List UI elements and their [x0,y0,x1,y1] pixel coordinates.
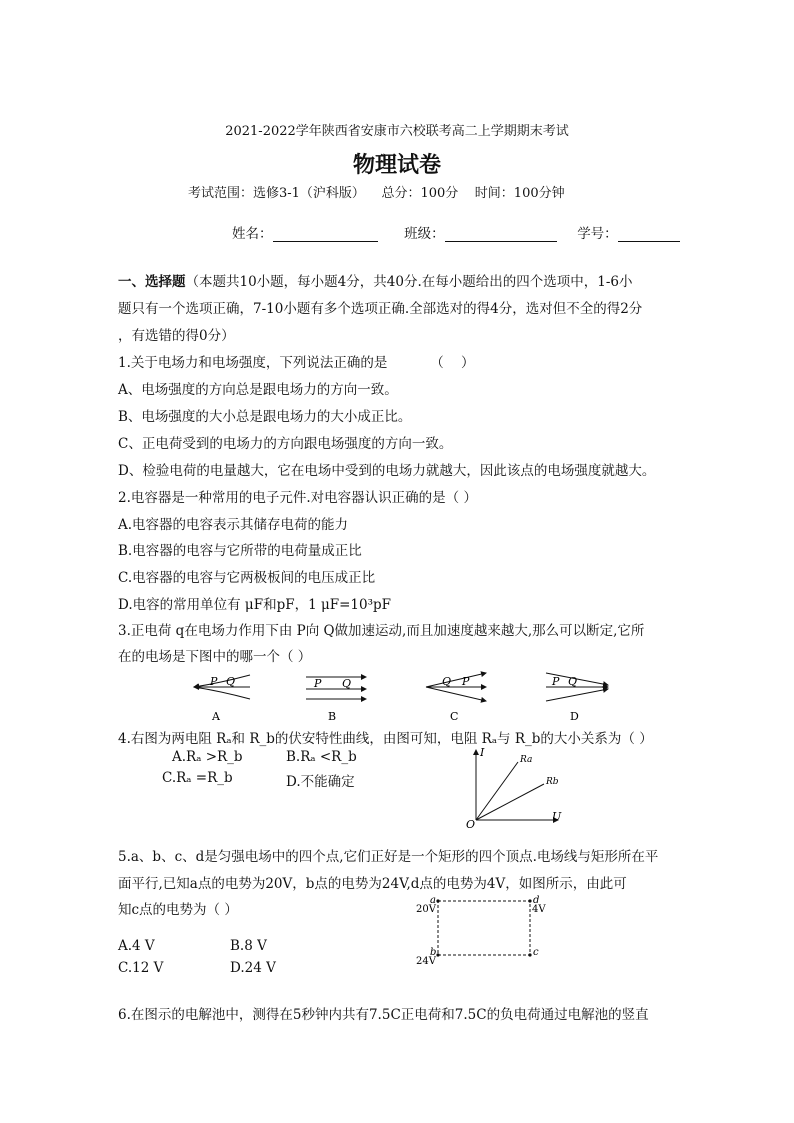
section-instructions-3: ，有选错的得0分） [118,328,235,344]
figure-d [546,673,608,723]
origin-label: O [466,818,476,830]
point-b-voltage: 24V [416,956,436,965]
q6-stem-1: 6.在图示的电解池中，测得在5秒钟内共有7.5C正电荷和7.5C的负电荷通过电解池的竖直 [118,1007,649,1023]
ra-label: Ra [520,755,533,765]
q5-option-a: A.4 V [118,938,155,954]
i-axis-label: I [480,746,485,759]
class-label: 班级： [404,226,445,242]
rb-label: Rb [546,777,559,787]
q1-option-c: C、正电荷受到的电场力的方向跟电场强度的方向一致。 [118,436,453,452]
name-label: 姓名： [232,226,273,242]
q5-stem-3: 知c点的电势为（ ） [118,902,238,918]
id-field[interactable] [618,227,680,242]
fig-b-q: Q [342,677,352,690]
q2-option-d: D.电容的常用单位有 μF和pF，1 μF=10³pF [118,597,392,613]
line-rb [476,784,544,820]
fig-c-letter: C [450,710,459,723]
q2-stem: 2.电容器是一种常用的电子元件.对电容器认识正确的是（ ） [118,490,477,506]
section-instructions-2: 题只有一个选项正确，7-10小题有多个选项正确.全部选对的得4分，选对但不全的得2分 [118,301,643,317]
fig-c-p: P [462,675,470,688]
q5-option-d: D.24 V [230,960,276,976]
q5-stem-1: 5.a、b、c、d是匀强电场中的四个点,它们正好是一个矩形的四个顶点.电场线与矩形所在平 [118,849,659,865]
q4-iu-graph [462,744,582,830]
student-fields [232,222,680,242]
figure-a [194,675,250,723]
fig-a-p: P [210,675,218,688]
section-instructions-1: （本题共10小题，每小题4分，共40分.在每小题给出的四个选项中，1-6小 [185,274,633,290]
fig-a-letter: A [212,710,220,723]
q4-option-d: D.不能确定 [286,774,355,790]
class-field[interactable] [445,227,557,242]
line-ra [476,762,518,820]
q1-option-d: D、检验电荷的电量越大，它在电场中受到的电场力就越大，因此该点的电场强度就越大。 [118,463,656,479]
point-a: a [430,895,436,906]
fig-d-p: P [552,675,560,688]
q5-option-c: C.12 V [118,960,164,976]
u-axis-label: U [552,810,562,823]
section-heading [118,270,632,290]
rectangle [438,901,530,955]
fig-b-p: P [314,677,322,690]
q1-option-b: B、电场强度的大小总是跟电场力的大小成正比。 [118,409,412,425]
exam-info: 考试范围：选修3-1（沪科版） 总分：100分 时间：100分钟 [188,186,565,201]
figure-b [306,677,366,723]
q3-stem-1: 3.正电荷 q在电场力作用下由 P向 Q做加速运动,而且加速度越来越大,那么可以断定,它所 [118,623,645,639]
fig-b-letter: B [328,710,337,723]
name-field[interactable] [273,227,378,242]
q4-option-a: A.Rₐ >R_b [172,749,243,765]
page-title: 物理试卷 [352,153,441,178]
fig-c-q: Q [442,675,452,688]
q5-rectangle-figure [412,893,552,965]
point-a-voltage: 20V [416,904,436,915]
q4-option-b: B.Rₐ <R_b [286,749,357,765]
q3-field-figures [180,667,620,725]
point-d: d [533,895,540,906]
q3-stem-2: 在的电场是下图中的哪一个（ ） [118,649,312,665]
point-d-voltage: 4V [532,904,546,915]
section-title: 一、选择题 [118,274,186,290]
q4-stem: 4.右图为两电阻 Rₐ和 R_b的伏安特性曲线，由图可知，电阻 Rₐ与 R_b的大小关系为（ ） [118,731,653,747]
q2-option-c: C.电容器的电容与它两极板间的电压成正比 [118,570,376,586]
q1-stem: 1.关于电场力和电场强度，下列说法正确的是 （ ） [118,355,475,371]
fig-d-q: Q [568,675,578,688]
fig-a-q: Q [226,675,236,688]
fig-d-letter: D [570,710,579,723]
figure-c [426,673,486,723]
q5-option-b: B.8 V [230,938,267,954]
q1-option-a: A、电场强度的方向总是跟电场力的方向一致。 [118,382,398,398]
id-label: 学号： [577,226,618,242]
point-b: b [430,947,437,958]
q5-stem-2: 面平行,已知a点的电势为20V，b点的电势为24V,d点的电势为4V，如图所示，由此可 [118,876,627,892]
point-c: c [533,947,539,958]
q4-option-c: C.Rₐ =R_b [162,770,233,786]
q2-option-a: A.电容器的电容表示其储存电荷的能力 [118,517,349,533]
q2-option-b: B.电容器的电容与它所带的电荷量成正比 [118,543,362,559]
exam-subtitle: 2021-2022学年陕西省安康市六校联考高二上学期期末考试 [225,124,569,139]
